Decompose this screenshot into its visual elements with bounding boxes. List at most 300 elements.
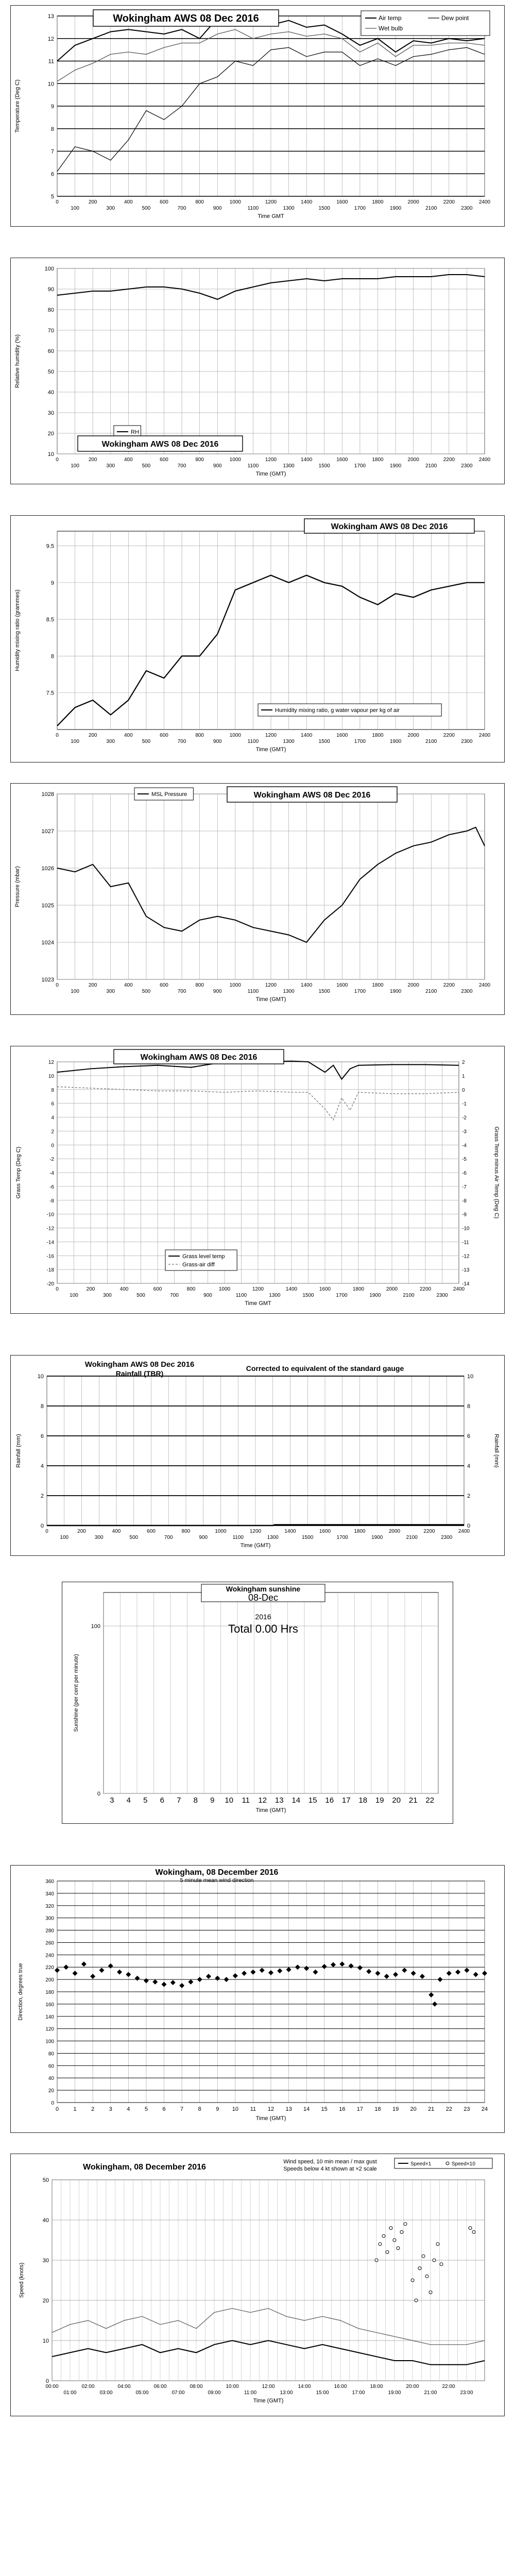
x-tick-label: 1600 (336, 199, 348, 205)
x-tick-label: 900 (213, 739, 222, 744)
x-tick-label: 600 (160, 457, 168, 463)
x-tick-label: 800 (195, 733, 204, 738)
y-tick-label: 90 (47, 286, 54, 293)
x-tick-label: 1400 (301, 982, 313, 988)
x-tick-label: 21 (408, 1796, 418, 1805)
chart-title: Wokingham AWS 08 Dec 2016 (140, 1053, 258, 1062)
x-tick-label: 08:00 (190, 2384, 203, 2389)
x-tick-label: 2400 (478, 199, 491, 205)
x-tick-label: 04:00 (117, 2384, 131, 2389)
y-tick-label: 7.5 (46, 690, 54, 697)
x-tick-label: 2000 (407, 457, 419, 463)
y-tick-label: 340 (45, 1891, 54, 1897)
x-tick-label: 1900 (371, 1535, 383, 1540)
x-tick-label: 400 (124, 733, 133, 738)
x-tick-label: 1500 (302, 1535, 314, 1540)
legend-label: RH (131, 429, 139, 435)
x-tick-label: 2300 (461, 739, 473, 744)
x-tick-label: 400 (119, 1286, 129, 1292)
x-tick-label: 5 (144, 2106, 148, 2112)
x-tick-label: 21:00 (424, 2390, 437, 2396)
y-tick-label: 70 (47, 328, 54, 334)
y-right-tick-label: 0 (462, 1087, 465, 1093)
y-tick-label: -12 (46, 1226, 54, 1232)
x-tick-label: 1100 (235, 1293, 247, 1298)
x-tick-label: 2300 (441, 1535, 453, 1540)
x-tick-label: 21 (428, 2106, 435, 2112)
x-tick-label: 2300 (461, 463, 473, 469)
y-tick-label: 5 (50, 194, 54, 200)
x-tick-label: 0 (45, 1529, 48, 1534)
x-tick-label: 300 (103, 1293, 112, 1298)
x-tick-label: 1300 (283, 206, 295, 211)
x-tick-label: 1500 (318, 463, 330, 469)
x-axis-label: Time GMT (258, 213, 284, 219)
x-tick-label: 1600 (336, 733, 348, 738)
low-speed-point (382, 2234, 385, 2238)
x-tick-label: 900 (213, 206, 222, 211)
y-axis-right-label: Grass Temp minus Air Temp (Deg C) (493, 1126, 500, 1219)
x-tick-label: 1900 (389, 463, 402, 469)
x-tick-label: 6 (162, 2106, 166, 2112)
x-tick-label: 2200 (443, 733, 455, 738)
y-axis-label: Pressure (mbar) (14, 866, 21, 907)
x-tick-label: 1900 (389, 989, 402, 994)
legend-label: MSL Pressure (151, 791, 187, 798)
rainfall-chart-panel (10, 1355, 505, 1556)
x-tick-label: 17:00 (352, 2390, 365, 2396)
chart-title: Wokingham AWS 08 Dec 2016 (253, 790, 371, 800)
x-tick-label: 1200 (249, 1529, 262, 1534)
x-tick-label: 0 (55, 2106, 59, 2112)
y-tick-label: 60 (47, 348, 54, 354)
chart-title: Wokingham AWS 08 Dec 2016 (331, 522, 448, 531)
wind-direction-chart-panel (10, 1865, 505, 2133)
low-speed-point (433, 2259, 436, 2262)
x-tick-label: 2200 (443, 982, 455, 988)
x-tick-label: 600 (153, 1286, 162, 1292)
x-tick-label: 12 (258, 1796, 267, 1805)
y-tick-label: 1024 (41, 940, 54, 946)
x-tick-label: 2000 (407, 199, 419, 205)
low-speed-point (375, 2259, 378, 2262)
y-tick-label: 0 (51, 2100, 54, 2106)
x-tick-label: 1700 (354, 989, 366, 994)
x-tick-label: 2100 (425, 989, 437, 994)
y-axis-label: Humidity mixing ratio (grammes) (14, 589, 21, 671)
x-tick-label: 400 (124, 457, 133, 463)
x-tick-label: 22 (425, 1796, 435, 1805)
x-tick-label: 1800 (372, 733, 384, 738)
x-tick-label: 5 (143, 1796, 148, 1805)
low-speed-point (415, 2299, 418, 2302)
y-tick-label: 4 (40, 1463, 44, 1469)
x-tick-label: 1800 (372, 982, 384, 988)
y-tick-label: 9 (50, 580, 54, 586)
x-tick-label: 03:00 (99, 2390, 113, 2396)
x-axis-label: Time (GMT) (255, 471, 286, 477)
x-tick-label: 200 (88, 733, 97, 738)
y-right-tick-label: 6 (467, 1433, 471, 1439)
x-tick-label: 1200 (265, 982, 277, 988)
y-tick-label: 180 (45, 1990, 54, 1995)
x-tick-label: 900 (203, 1293, 212, 1298)
x-tick-label: 2100 (406, 1535, 418, 1540)
x-axis-label: Time (GMT) (253, 2398, 284, 2404)
y-tick-label: -4 (49, 1171, 54, 1176)
y-right-tick-label: -5 (462, 1157, 467, 1163)
y-right-tick-label: -2 (462, 1115, 467, 1121)
x-tick-label: 20 (392, 1796, 401, 1805)
y-tick-label: 280 (45, 1928, 54, 1934)
x-tick-label: 300 (106, 206, 115, 211)
y-right-tick-label: -13 (462, 1267, 470, 1274)
wind-speed-chart (11, 2154, 504, 2416)
y-tick-label: 260 (45, 1940, 54, 1946)
x-tick-label: 2100 (425, 739, 437, 744)
x-tick-label: 8 (193, 1796, 198, 1805)
x-tick-label: 2200 (419, 1286, 432, 1292)
x-tick-label: 100 (71, 739, 79, 744)
y-tick-label: 0 (40, 1523, 44, 1529)
legend-label: Humidity mixing ratio, g water vapour per kg of air (275, 707, 400, 714)
low-speed-point (393, 2239, 396, 2242)
x-tick-label: 14 (303, 2106, 310, 2112)
x-tick-label: 15 (308, 1796, 317, 1805)
y-tick-label: 10 (37, 1374, 44, 1380)
y-tick-label: 1023 (41, 977, 54, 983)
x-tick-label: 400 (124, 982, 133, 988)
y-tick-label: -10 (46, 1212, 54, 1218)
x-tick-label: 13 (274, 1796, 284, 1805)
x-tick-label: 11 (242, 1796, 250, 1805)
x-tick-label: 17 (341, 1796, 351, 1805)
x-tick-label: 2400 (453, 1286, 465, 1292)
low-speed-point (472, 2230, 475, 2233)
x-tick-label: 100 (60, 1535, 69, 1540)
x-tick-label: 1400 (301, 457, 313, 463)
x-tick-label: 19:00 (388, 2390, 401, 2396)
low-speed-point (404, 2223, 407, 2226)
y-right-tick-label: -1 (462, 1101, 467, 1107)
x-tick-label: 700 (164, 1535, 173, 1540)
y-tick-label: 60 (48, 2063, 54, 2070)
x-tick-label: 1700 (354, 463, 366, 469)
y-right-tick-label: -14 (462, 1281, 470, 1287)
y-tick-label: 320 (45, 1903, 54, 1909)
x-tick-label: 1600 (336, 982, 348, 988)
x-tick-label: 800 (181, 1529, 191, 1534)
x-tick-label: 1200 (265, 457, 277, 463)
y-axis-label: Rainfall (mm) (15, 1434, 22, 1468)
x-tick-label: 700 (177, 989, 186, 994)
x-tick-label: 23:00 (460, 2390, 473, 2396)
y-tick-label: 20 (48, 2088, 54, 2094)
x-tick-label: 800 (195, 199, 204, 205)
x-tick-label: 1400 (301, 733, 313, 738)
y-tick-label: 120 (45, 2026, 54, 2032)
y-tick-label: 1026 (41, 866, 54, 872)
x-tick-label: 1900 (389, 739, 402, 744)
x-tick-label: 100 (70, 1293, 78, 1298)
x-tick-label: 500 (136, 1293, 145, 1298)
y-tick-label: 360 (45, 1879, 54, 1885)
x-tick-label: 1200 (265, 733, 277, 738)
x-tick-label: 07:00 (171, 2390, 185, 2396)
temperature-chart (11, 6, 504, 226)
x-tick-label: 8 (198, 2106, 201, 2112)
y-tick-label: 6 (51, 1101, 54, 1107)
y-tick-label: 2 (51, 1129, 54, 1135)
x-tick-label: 2200 (443, 457, 455, 463)
x-tick-label: 20:00 (406, 2384, 419, 2389)
x-tick-label: 10 (232, 2106, 238, 2112)
x-tick-label: 0 (56, 733, 59, 738)
y-tick-label: 10 (47, 451, 54, 457)
y-tick-label: 20 (42, 2298, 49, 2304)
y-tick-label: 50 (42, 2177, 49, 2183)
chart-date: 08-Dec (248, 1592, 279, 1603)
y-tick-label: 80 (47, 307, 54, 313)
x-tick-label: 1100 (247, 206, 259, 211)
y-tick-label: 8.5 (46, 617, 54, 623)
x-tick-label: 2 (91, 2106, 95, 2112)
x-tick-label: 700 (177, 463, 186, 469)
x-tick-label: 1100 (232, 1535, 244, 1540)
x-tick-label: 100 (71, 989, 79, 994)
x-tick-label: 13 (285, 2106, 292, 2112)
mixing-ratio-chart-panel (10, 515, 505, 762)
low-speed-point (469, 2227, 472, 2230)
x-tick-label: 7 (180, 2106, 184, 2112)
y-tick-label: -20 (46, 1281, 54, 1287)
x-tick-label: 0 (56, 457, 59, 463)
x-tick-label: 800 (186, 1286, 196, 1292)
low-speed-point (400, 2230, 403, 2233)
x-tick-label: 100 (71, 463, 79, 469)
x-tick-label: 0 (56, 982, 59, 988)
y-right-tick-label: -10 (462, 1226, 470, 1232)
y-tick-label: 240 (45, 1953, 54, 1959)
x-tick-label: 1600 (336, 457, 348, 463)
chart-title: Wokingham, 08 December 2016 (83, 2163, 206, 2172)
y-tick-label: 20 (47, 431, 54, 437)
y-tick-label: 12 (47, 36, 54, 42)
x-tick-label: 24 (481, 2106, 488, 2112)
y-tick-label: 300 (45, 1916, 54, 1922)
y-tick-label: 8 (50, 126, 54, 132)
x-tick-label: 1400 (285, 1286, 298, 1292)
y-tick-label: 30 (42, 2258, 49, 2264)
x-tick-label: 09:00 (208, 2390, 221, 2396)
x-tick-label: 6 (160, 1796, 164, 1805)
low-speed-point (411, 2279, 414, 2282)
x-axis-label: Time (GMT) (255, 747, 286, 753)
y-axis-label: Temperature (Deg C) (14, 79, 21, 133)
x-tick-label: 22 (445, 2106, 452, 2112)
y-right-tick-label: 2 (462, 1060, 465, 1065)
y-tick-label: 0 (97, 1791, 100, 1797)
y-tick-label: -8 (49, 1198, 54, 1204)
x-tick-label: 1600 (319, 1529, 331, 1534)
y-tick-label: 220 (45, 1965, 54, 1971)
pressure-chart-panel (10, 783, 505, 1015)
y-right-tick-label: 0 (467, 1523, 471, 1529)
x-tick-label: 14 (291, 1796, 301, 1805)
legend-label: Speed×1 (410, 2161, 432, 2167)
x-tick-label: 600 (160, 199, 168, 205)
x-tick-label: 9 (216, 2106, 219, 2112)
chart-title: Wokingham sunshine (226, 1585, 301, 1593)
low-speed-point (389, 2227, 392, 2230)
y-right-tick-label: 10 (467, 1374, 474, 1380)
y-axis-right-label: Rainfall (mm) (493, 1434, 500, 1468)
x-tick-label: 15 (321, 2106, 328, 2112)
relative-humidity-chart (11, 258, 504, 484)
x-axis-label: Time (GMT) (255, 996, 286, 1003)
x-tick-label: 7 (177, 1796, 181, 1805)
x-tick-label: 1800 (372, 457, 384, 463)
x-tick-label: 13:00 (280, 2390, 293, 2396)
x-tick-label: 300 (106, 739, 115, 744)
y-tick-label: 50 (47, 369, 54, 375)
x-axis-label: Time (GMT) (240, 1543, 271, 1549)
x-tick-label: 900 (213, 989, 222, 994)
sunshine-chart-panel (62, 1582, 453, 1824)
x-tick-label: 1000 (229, 733, 241, 738)
y-right-tick-label: -11 (462, 1240, 469, 1246)
x-tick-label: 2400 (478, 733, 491, 738)
y-axis-label: Sunshine (per cent per minute) (73, 1654, 79, 1732)
x-tick-label: 1200 (252, 1286, 264, 1292)
x-tick-label: 1000 (229, 982, 241, 988)
x-tick-label: 14:00 (298, 2384, 311, 2389)
x-tick-label: 500 (142, 989, 151, 994)
y-tick-label: 40 (42, 2217, 49, 2224)
y-tick-label: 40 (47, 389, 54, 396)
x-tick-label: 1700 (336, 1535, 348, 1540)
x-tick-label: 1800 (354, 1529, 366, 1534)
x-tick-label: 20 (410, 2106, 417, 2112)
x-tick-label: 1400 (284, 1529, 296, 1534)
x-axis-label: Time (GMT) (255, 1807, 286, 1814)
x-tick-label: 200 (77, 1529, 86, 1534)
x-tick-label: 900 (213, 463, 222, 469)
x-tick-label: 200 (86, 1286, 95, 1292)
y-axis-label: Speed (knots) (19, 2262, 25, 2298)
humidity-chart-panel (10, 258, 505, 484)
y-tick-label: 160 (45, 2002, 54, 2008)
legend-label: Air temp (379, 14, 402, 22)
x-tick-label: 500 (142, 463, 151, 469)
mixing-ratio-chart (11, 516, 504, 762)
legend-label: Speed×10 (452, 2161, 475, 2167)
x-tick-label: 600 (147, 1529, 156, 1534)
low-speed-point (440, 2263, 443, 2266)
y-right-tick-label: -3 (462, 1129, 467, 1135)
x-tick-label: 4 (126, 1796, 131, 1805)
x-tick-label: 2400 (478, 457, 491, 463)
x-tick-label: 2300 (461, 989, 473, 994)
temperature-chart-panel (10, 5, 505, 227)
x-tick-label: 9 (210, 1796, 215, 1805)
chart-subtitle: Rainfall (TBR) (115, 1369, 164, 1378)
y-tick-label: 100 (91, 1623, 100, 1630)
y-right-tick-label: -4 (462, 1143, 467, 1149)
x-tick-label: 1000 (229, 457, 241, 463)
x-tick-label: 16:00 (334, 2384, 347, 2389)
chart-note: Corrected to equivalent of the standard gauge (246, 1364, 404, 1372)
sunshine-total: Total 0.00 Hrs (228, 1622, 298, 1635)
x-tick-label: 3 (110, 1796, 114, 1805)
y-right-tick-label: -8 (462, 1198, 467, 1204)
x-tick-label: 1300 (283, 463, 295, 469)
y-right-tick-label: 1 (462, 1073, 465, 1079)
y-right-tick-label: 4 (467, 1463, 471, 1469)
y-tick-label: -6 (49, 1184, 54, 1190)
x-tick-label: 1500 (302, 1293, 314, 1298)
x-tick-label: 1400 (301, 199, 313, 205)
y-axis-label: Direction, degrees true (18, 1963, 24, 2021)
legend-label: Grass level temp (182, 1253, 225, 1260)
x-tick-label: 100 (71, 206, 79, 211)
y-right-tick-label: 8 (467, 1403, 471, 1410)
x-tick-label: 01:00 (63, 2390, 77, 2396)
legend-label: Wet bulb (379, 25, 403, 32)
chart-year: 2016 (255, 1613, 271, 1621)
x-tick-label: 1500 (318, 989, 330, 994)
x-tick-label: 2100 (425, 206, 437, 211)
y-tick-label: -14 (46, 1240, 54, 1246)
y-axis-label: Grass Temp (Deg C) (15, 1146, 22, 1199)
legend-label: Grass-air diff (182, 1262, 215, 1268)
x-tick-label: 400 (112, 1529, 121, 1534)
y-right-tick-label: 2 (467, 1493, 471, 1499)
low-speed-point (418, 2267, 421, 2270)
grass-temp-chart-panel (10, 1046, 505, 1314)
sunshine-chart (62, 1582, 453, 1823)
x-tick-label: 2000 (407, 733, 419, 738)
x-tick-label: 11:00 (244, 2390, 257, 2396)
legend-box (394, 2158, 492, 2168)
x-tick-label: 02:00 (81, 2384, 95, 2389)
x-tick-label: 1800 (372, 199, 384, 205)
x-tick-label: 2000 (386, 1286, 398, 1292)
y-tick-label: 13 (47, 13, 54, 20)
x-tick-label: 1700 (354, 739, 366, 744)
low-speed-point (422, 2255, 425, 2258)
x-tick-label: 18 (358, 1796, 368, 1805)
x-tick-label: 2200 (423, 1529, 435, 1534)
x-tick-label: 800 (195, 982, 204, 988)
x-tick-label: 12:00 (262, 2384, 275, 2389)
x-tick-label: 3 (109, 2106, 112, 2112)
x-axis-label: Time GMT (245, 1300, 271, 1307)
low-speed-point (386, 2250, 389, 2253)
legend-label: Dew point (441, 14, 469, 22)
low-speed-point (425, 2275, 428, 2278)
wind-direction-chart (11, 1866, 504, 2132)
y-tick-label: 12 (48, 1060, 54, 1065)
x-tick-label: 2200 (443, 199, 455, 205)
x-tick-label: 17 (356, 2106, 364, 2112)
low-speed-point (436, 2243, 439, 2246)
y-tick-label: 0 (51, 1143, 54, 1149)
x-tick-label: 1700 (354, 206, 366, 211)
x-tick-label: 1100 (247, 989, 259, 994)
legend-swatch (446, 2162, 449, 2165)
y-tick-label: 200 (45, 1977, 54, 1984)
